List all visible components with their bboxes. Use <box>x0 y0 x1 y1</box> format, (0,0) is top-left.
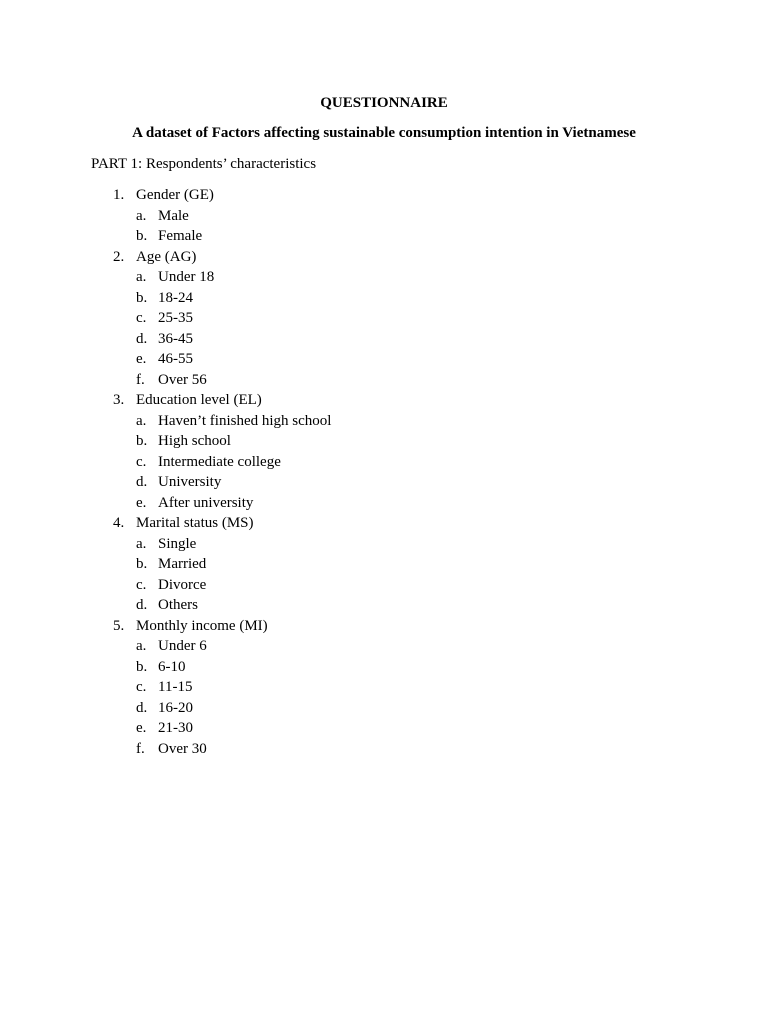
question-row <box>0 513 700 534</box>
question-number: 4. <box>113 515 125 531</box>
option-label: 11-15 <box>158 679 193 695</box>
option-letter: c. <box>136 679 147 695</box>
option-label: Over 56 <box>158 371 207 388</box>
question-label: Education level (EL) <box>136 392 262 408</box>
document-subtitle: A dataset of Factors affecting sustainable consumption intention in Vietnamese <box>132 125 636 141</box>
option-letter: d. <box>136 699 148 716</box>
option-letter: a. <box>136 638 147 654</box>
option-item <box>0 677 700 698</box>
option-item <box>0 657 700 678</box>
option-label: Single <box>158 535 197 552</box>
option-letter: e. <box>136 720 147 736</box>
option-item <box>0 452 700 473</box>
option-item <box>0 206 700 227</box>
question-number: 1. <box>113 187 125 203</box>
section-heading: PART 1: Respondents’ characteristics <box>91 156 317 172</box>
option-item <box>0 575 700 596</box>
option-letter: b. <box>136 228 148 244</box>
option-label: 18-24 <box>158 289 193 306</box>
question-number: 3. <box>113 392 125 408</box>
option-letter: b. <box>136 433 148 449</box>
option-letter: c. <box>136 576 147 593</box>
option-item <box>0 226 700 247</box>
option-item <box>0 329 700 350</box>
option-letter: b. <box>136 289 148 306</box>
option-list <box>0 206 700 247</box>
option-letter: a. <box>136 269 147 285</box>
option-item <box>0 288 700 309</box>
option-label: High school <box>158 433 231 449</box>
question-item <box>0 390 700 513</box>
question-row <box>0 185 700 206</box>
question-number: 5. <box>113 617 125 634</box>
option-label: 36-45 <box>158 330 193 347</box>
question-item <box>0 513 700 616</box>
option-letter: e. <box>136 351 147 367</box>
option-label: Others <box>158 597 198 613</box>
question-row <box>0 616 700 637</box>
option-letter: a. <box>136 207 147 224</box>
option-letter: f. <box>136 371 145 388</box>
option-item <box>0 472 700 493</box>
option-label: After university <box>158 494 254 511</box>
option-label: 21-30 <box>158 720 193 736</box>
question-row <box>0 247 700 268</box>
option-item <box>0 308 700 329</box>
question-list <box>0 185 700 759</box>
option-label: Married <box>158 556 207 572</box>
option-letter: a. <box>136 535 147 552</box>
option-item <box>0 267 700 288</box>
option-list <box>0 267 700 390</box>
option-item <box>0 411 700 432</box>
question-label: Monthly income (MI) <box>136 617 268 634</box>
question-row <box>0 390 700 411</box>
option-label: Under 18 <box>158 269 215 285</box>
option-letter: f. <box>136 740 145 757</box>
question-label: Gender (GE) <box>136 187 214 203</box>
option-label: Intermediate college <box>158 453 281 470</box>
option-label: Divorce <box>158 576 207 593</box>
document-title: QUESTIONNAIRE <box>320 95 448 111</box>
option-item <box>0 698 700 719</box>
option-letter: b. <box>136 658 148 675</box>
option-label: 25-35 <box>158 310 193 326</box>
option-list <box>0 636 700 759</box>
option-letter: d. <box>136 474 148 490</box>
option-item <box>0 349 700 370</box>
option-label: 6-10 <box>158 658 186 675</box>
option-item <box>0 534 700 555</box>
option-item <box>0 636 700 657</box>
option-letter: c. <box>136 453 147 470</box>
option-label: 46-55 <box>158 351 193 367</box>
option-letter: b. <box>136 556 148 572</box>
option-list <box>0 411 700 514</box>
option-letter: a. <box>136 412 147 429</box>
question-item <box>0 616 700 760</box>
option-item <box>0 554 700 575</box>
question-item <box>0 185 700 247</box>
option-item <box>0 718 700 739</box>
option-item <box>0 739 700 760</box>
option-label: Male <box>158 207 189 224</box>
option-item <box>0 431 700 452</box>
option-letter: d. <box>136 330 148 347</box>
option-label: Haven’t finished high school <box>158 412 332 429</box>
option-label: Female <box>158 228 203 244</box>
option-list <box>0 534 700 616</box>
question-item <box>0 247 700 391</box>
option-letter: e. <box>136 494 147 511</box>
option-label: 16-20 <box>158 699 193 716</box>
option-label: University <box>158 474 222 490</box>
option-label: Under 6 <box>158 638 207 654</box>
option-label: Over 30 <box>158 740 207 757</box>
option-item <box>0 370 700 391</box>
question-label: Age (AG) <box>136 248 197 265</box>
option-letter: d. <box>136 597 148 613</box>
option-item <box>0 595 700 616</box>
option-letter: c. <box>136 310 147 326</box>
question-label: Marital status (MS) <box>136 515 254 531</box>
option-item <box>0 493 700 514</box>
question-number: 2. <box>113 248 125 265</box>
